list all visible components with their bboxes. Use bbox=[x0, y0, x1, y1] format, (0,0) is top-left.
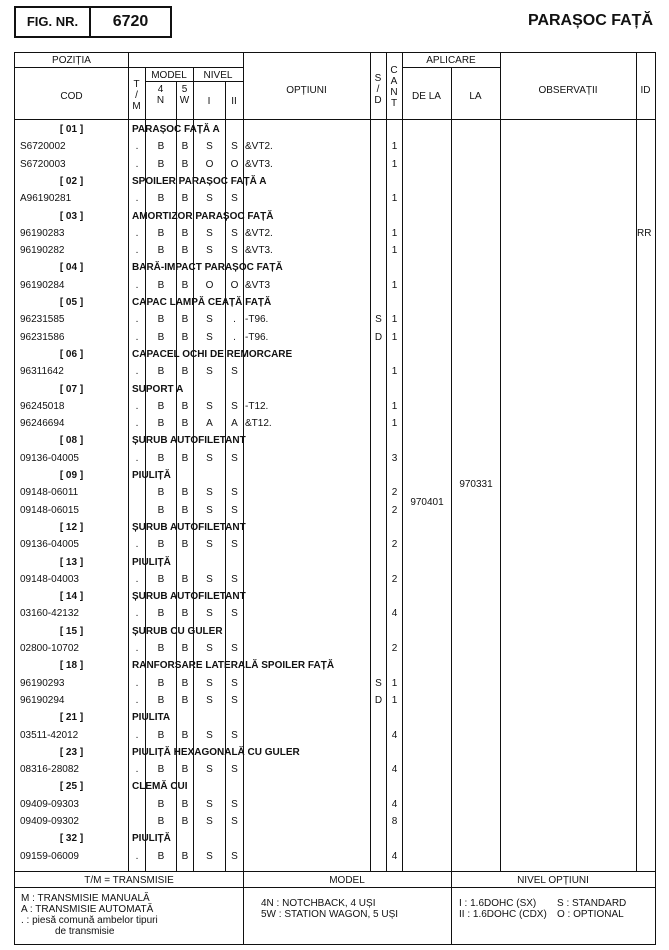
part-tm: . bbox=[135, 314, 139, 326]
part-code: 96245018 bbox=[20, 400, 65, 412]
part-m4: B bbox=[157, 193, 165, 205]
header-nivel: NIVEL bbox=[203, 70, 233, 81]
part-code: 09148-04003 bbox=[20, 573, 79, 585]
part-cant: 2 bbox=[391, 504, 398, 516]
part-n1: O bbox=[205, 158, 214, 170]
part-cant: 3 bbox=[391, 452, 398, 464]
figure-label: FIG. NR. bbox=[16, 8, 91, 36]
part-n2: O bbox=[230, 158, 239, 170]
group-name: CLEMĂ CUI bbox=[132, 781, 188, 793]
part-m4: B bbox=[157, 141, 165, 153]
group-name: ȘURUB AUTOFILETANT bbox=[132, 521, 246, 533]
part-cant: 1 bbox=[391, 158, 398, 170]
header-nivel-1: I bbox=[207, 96, 211, 107]
part-id: RR bbox=[637, 227, 652, 239]
part-m4: B bbox=[157, 694, 165, 706]
part-cant: 1 bbox=[391, 279, 398, 291]
part-cant: 4 bbox=[391, 608, 398, 620]
part-m5: B bbox=[181, 850, 189, 862]
part-code: 09136-04005 bbox=[20, 452, 79, 464]
part-tm: . bbox=[135, 643, 139, 654]
part-tm: . bbox=[135, 279, 139, 291]
part-tm: . bbox=[135, 331, 139, 343]
part-tm: . bbox=[135, 764, 139, 776]
group-name: SUPORT A bbox=[132, 383, 184, 395]
part-n2: S bbox=[231, 400, 238, 412]
part-code: 96190284 bbox=[20, 279, 65, 291]
page-title: PARAȘOC FAȚĂ bbox=[527, 12, 653, 29]
group-position: [ 18 ] bbox=[59, 660, 84, 672]
legend-nivel-line-2: II : 1.6DOHC (CDX) bbox=[459, 909, 547, 920]
part-opt: &VT3 bbox=[245, 279, 271, 291]
header-cant: C A N T bbox=[390, 65, 398, 109]
part-n2: S bbox=[231, 245, 238, 257]
part-m4: B bbox=[157, 279, 165, 291]
part-m5: B bbox=[181, 816, 189, 827]
group-position: [ 08 ] bbox=[59, 435, 84, 447]
part-code: 09148-06011 bbox=[20, 487, 79, 499]
part-m4: B bbox=[157, 677, 165, 689]
part-m5: B bbox=[181, 418, 189, 430]
part-code: 96231585 bbox=[20, 314, 65, 326]
part-n2: A bbox=[231, 418, 238, 430]
part-m5: B bbox=[181, 573, 189, 585]
part-m4: B bbox=[157, 400, 165, 412]
part-tm: . bbox=[135, 729, 139, 741]
group-position: [ 06 ] bbox=[59, 348, 84, 360]
legend-nivel-title: NIVEL OPȚIUNI bbox=[517, 875, 589, 886]
group-name: CAPAC LAMPĂ CEAȚĂ FAȚĂ bbox=[132, 297, 272, 308]
part-m5: B bbox=[181, 314, 189, 326]
part-m4: B bbox=[157, 573, 165, 585]
part-m5: B bbox=[181, 366, 189, 378]
header-tm: T / M bbox=[132, 79, 141, 112]
part-tm: . bbox=[135, 850, 139, 862]
group-position: [ 12 ] bbox=[59, 521, 84, 533]
part-cant: 1 bbox=[391, 694, 398, 706]
part-n2: S bbox=[231, 677, 238, 689]
part-cant: 1 bbox=[391, 677, 398, 689]
group-name: ȘURUB CU GULER bbox=[132, 625, 223, 637]
part-m5: B bbox=[181, 504, 189, 516]
part-n2: S bbox=[231, 141, 238, 153]
part-la: 970331 bbox=[459, 479, 493, 491]
part-code: 03160-42132 bbox=[20, 608, 79, 620]
group-name: ȘURUB AUTOFILETANT bbox=[132, 435, 246, 447]
part-cant: 1 bbox=[391, 331, 398, 343]
group-position: [ 02 ] bbox=[59, 175, 84, 187]
part-sd: S bbox=[375, 314, 382, 326]
part-cant: 4 bbox=[391, 798, 398, 810]
part-cant: 2 bbox=[391, 643, 398, 654]
part-tm: . bbox=[135, 366, 139, 378]
legend-tm-title: T/M = TRANSMISIE bbox=[84, 875, 174, 886]
part-m4: B bbox=[157, 331, 165, 343]
header-de-la: DE LA bbox=[412, 91, 441, 102]
part-m4: B bbox=[157, 643, 165, 654]
header-model: MODEL bbox=[151, 70, 187, 81]
part-cant: 1 bbox=[391, 400, 398, 412]
part-code: 96190294 bbox=[20, 694, 65, 706]
part-n2: S bbox=[231, 193, 238, 205]
group-name: PARAȘOC FAȚĂ A bbox=[132, 124, 220, 135]
part-m4: B bbox=[157, 608, 165, 620]
group-name: PIULIȚĂ bbox=[132, 556, 171, 568]
part-n1: S bbox=[206, 193, 213, 205]
part-tm: . bbox=[135, 193, 139, 205]
part-m5: B bbox=[181, 643, 189, 654]
part-opt: &VT3. bbox=[245, 245, 273, 257]
part-tm: . bbox=[135, 539, 139, 551]
group-position: [ 13 ] bbox=[59, 556, 84, 568]
group-position: [ 32 ] bbox=[59, 833, 84, 845]
part-opt: &T12. bbox=[245, 418, 272, 430]
part-m4: B bbox=[157, 314, 165, 326]
part-m4: B bbox=[157, 452, 165, 464]
part-n1: S bbox=[206, 400, 213, 412]
part-m5: B bbox=[181, 694, 189, 706]
part-m4: B bbox=[157, 245, 165, 257]
part-m5: B bbox=[181, 452, 189, 464]
group-name: SPOILER PARAȘOC FAȚĂ A bbox=[132, 175, 267, 187]
part-n2: S bbox=[231, 452, 238, 464]
part-n2: S bbox=[231, 643, 238, 654]
part-m5: B bbox=[181, 608, 189, 620]
part-cant: 4 bbox=[391, 850, 398, 862]
part-cant: 1 bbox=[391, 418, 398, 430]
part-m4: B bbox=[157, 418, 165, 430]
part-m5: B bbox=[181, 158, 189, 170]
part-cant: 1 bbox=[391, 245, 398, 257]
part-n1: S bbox=[206, 141, 213, 153]
group-position: [ 04 ] bbox=[59, 262, 84, 274]
legend-nivel-code-2: O : OPTIONAL bbox=[557, 909, 624, 920]
part-tm: . bbox=[135, 158, 139, 170]
header-sd: S / D bbox=[374, 73, 382, 106]
part-code: 96190283 bbox=[20, 227, 65, 239]
part-m5: B bbox=[181, 487, 189, 499]
part-dela: 970401 bbox=[410, 496, 444, 508]
part-cant: 1 bbox=[391, 141, 398, 153]
part-m4: B bbox=[157, 816, 165, 827]
part-opt: -T96. bbox=[245, 314, 269, 326]
part-n2: S bbox=[231, 608, 238, 620]
part-n2: S bbox=[231, 227, 238, 239]
part-m4: B bbox=[157, 227, 165, 239]
header-observatii: OBSERVAȚII bbox=[538, 85, 598, 96]
part-code: 03511-42012 bbox=[20, 729, 79, 741]
part-n2: . bbox=[233, 314, 236, 326]
header-pozitia: POZIȚIA bbox=[52, 55, 91, 66]
legend-nivel-code-1: S : STANDARD bbox=[557, 898, 627, 909]
group-position: [ 03 ] bbox=[59, 210, 84, 222]
part-cant: 8 bbox=[391, 816, 398, 827]
part-tm: . bbox=[135, 227, 139, 239]
group-name: PIULIȚĂ bbox=[132, 470, 171, 481]
part-code: A96190281 bbox=[20, 193, 72, 205]
part-m4: B bbox=[157, 539, 165, 551]
part-n2: . bbox=[233, 331, 236, 343]
group-name: PIULITA bbox=[132, 712, 171, 724]
part-n1: S bbox=[206, 643, 213, 654]
group-name: PIULIȚĂ bbox=[132, 833, 171, 845]
header-la: LA bbox=[469, 91, 482, 102]
header-model-5w: 5 W bbox=[179, 84, 190, 106]
part-code: 96246694 bbox=[20, 418, 65, 430]
legend-tm-line-1: M : TRANSMISIE MANUALĂ bbox=[21, 893, 150, 904]
part-opt: -T12. bbox=[245, 400, 269, 412]
part-n1: S bbox=[206, 245, 213, 257]
part-m4: B bbox=[157, 158, 165, 170]
legend-model-line-2: 5W : STATION WAGON, 5 UȘI bbox=[261, 909, 399, 920]
part-n1: S bbox=[206, 798, 213, 810]
group-name: CAPACEL OCHI DE REMORCARE bbox=[132, 348, 293, 360]
part-n1: S bbox=[206, 227, 213, 239]
part-n1: S bbox=[206, 573, 213, 585]
part-sd: S bbox=[375, 677, 382, 689]
part-cant: 1 bbox=[391, 314, 398, 326]
part-m5: B bbox=[181, 193, 189, 205]
part-opt: &VT2. bbox=[245, 141, 273, 153]
part-n1: S bbox=[206, 539, 213, 551]
part-tm: . bbox=[135, 452, 139, 464]
part-n2: S bbox=[231, 694, 238, 706]
part-opt: -T96. bbox=[245, 331, 269, 343]
part-n1: S bbox=[206, 487, 213, 499]
part-code: 02800-10702 bbox=[20, 643, 79, 654]
part-cant: 1 bbox=[391, 366, 398, 378]
part-n2: S bbox=[231, 729, 238, 741]
group-position: [ 05 ] bbox=[59, 297, 84, 308]
part-n2: S bbox=[231, 366, 238, 378]
part-n2: O bbox=[230, 279, 239, 291]
part-n1: S bbox=[206, 850, 213, 862]
legend-nivel-line-1: I : 1.6DOHC (SX) bbox=[459, 898, 537, 909]
part-n1: S bbox=[206, 314, 213, 326]
part-cant: 4 bbox=[391, 764, 398, 776]
part-n1: S bbox=[206, 504, 213, 516]
figure-number-box bbox=[14, 6, 172, 38]
part-n1: S bbox=[206, 331, 213, 343]
part-m4: B bbox=[157, 487, 165, 499]
part-code: 96231586 bbox=[20, 331, 65, 343]
part-n2: S bbox=[231, 816, 238, 827]
group-name: ȘURUB AUTOFILETANT bbox=[132, 591, 246, 603]
legend-model-title: MODEL bbox=[329, 875, 365, 886]
part-m4: B bbox=[157, 764, 165, 776]
group-name: BARĂ-IMPACT PARAȘOC FAȚĂ bbox=[132, 262, 283, 274]
part-n2: S bbox=[231, 573, 238, 585]
part-code: S6720003 bbox=[20, 158, 66, 170]
part-m5: B bbox=[181, 677, 189, 689]
header-cod: COD bbox=[60, 91, 83, 102]
parts-table bbox=[14, 52, 656, 945]
part-m4: B bbox=[157, 798, 165, 810]
part-code: 09159-06009 bbox=[20, 850, 79, 862]
header-nivel-2: II bbox=[231, 96, 237, 107]
part-cant: 2 bbox=[391, 539, 398, 551]
group-position: [ 23 ] bbox=[59, 746, 84, 758]
group-name: AMORTIZOR PARAȘOC FAȚĂ bbox=[132, 210, 274, 222]
group-position: [ 01 ] bbox=[59, 124, 84, 135]
part-m5: B bbox=[181, 227, 189, 239]
part-m4: B bbox=[157, 850, 165, 862]
part-sd: D bbox=[374, 694, 383, 706]
part-tm: . bbox=[135, 677, 139, 689]
group-position: [ 21 ] bbox=[59, 712, 84, 724]
part-cant: 2 bbox=[391, 487, 398, 499]
part-code: 09136-04005 bbox=[20, 539, 79, 551]
part-code: S6720002 bbox=[20, 141, 66, 153]
group-name: PIULIȚĂ HEXAGONALĂ CU GULER bbox=[132, 746, 300, 758]
header-model-4n: 4 N bbox=[156, 84, 165, 106]
part-n2: S bbox=[231, 539, 238, 551]
part-opt: &VT2. bbox=[245, 227, 273, 239]
part-n2: S bbox=[231, 504, 238, 516]
header-optiuni: OPȚIUNI bbox=[286, 85, 327, 96]
part-n1: S bbox=[206, 677, 213, 689]
figure-number: 6720 bbox=[112, 13, 149, 30]
part-m5: B bbox=[181, 400, 189, 412]
part-n2: S bbox=[231, 850, 238, 862]
part-tm: . bbox=[135, 573, 139, 585]
part-m5: B bbox=[181, 141, 189, 153]
part-m5: B bbox=[181, 764, 189, 776]
part-code: 08316-28082 bbox=[20, 764, 79, 776]
part-code: 96190282 bbox=[20, 245, 65, 257]
part-cant: 2 bbox=[391, 573, 398, 585]
part-cant: 1 bbox=[391, 193, 398, 205]
part-cant: 1 bbox=[391, 227, 398, 239]
legend-tm-line-3: . : piesă comună ambelor tipuri bbox=[21, 915, 158, 926]
header-id: ID bbox=[640, 85, 651, 96]
group-position: [ 07 ] bbox=[59, 383, 84, 395]
legend-model-line-1: 4N : NOTCHBACK, 4 UȘI bbox=[261, 898, 376, 909]
part-sd: D bbox=[374, 331, 383, 343]
part-n1: S bbox=[206, 694, 213, 706]
part-m5: B bbox=[181, 729, 189, 741]
part-n2: S bbox=[231, 487, 238, 499]
part-code: 09148-06015 bbox=[20, 504, 79, 516]
part-m5: B bbox=[181, 798, 189, 810]
part-n1: S bbox=[206, 366, 213, 378]
part-n2: S bbox=[231, 798, 238, 810]
part-tm: . bbox=[135, 694, 139, 706]
part-tm: . bbox=[135, 245, 139, 257]
part-m4: B bbox=[157, 366, 165, 378]
part-n1: S bbox=[206, 816, 213, 827]
part-tm: . bbox=[135, 141, 139, 153]
part-n2: S bbox=[231, 764, 238, 776]
part-m5: B bbox=[181, 279, 189, 291]
group-position: [ 14 ] bbox=[59, 591, 84, 603]
part-n1: S bbox=[206, 452, 213, 464]
part-m5: B bbox=[181, 331, 189, 343]
group-position: [ 09 ] bbox=[59, 470, 84, 481]
part-m4: B bbox=[157, 504, 165, 516]
group-position: [ 15 ] bbox=[59, 625, 84, 637]
part-m5: B bbox=[181, 539, 189, 551]
group-position: [ 25 ] bbox=[59, 781, 84, 793]
part-tm: . bbox=[135, 608, 139, 620]
part-m4: B bbox=[157, 729, 165, 741]
part-code: 96190293 bbox=[20, 677, 65, 689]
part-tm: . bbox=[135, 400, 139, 412]
part-code: 96311642 bbox=[20, 366, 64, 378]
part-n1: S bbox=[206, 764, 213, 776]
header-aplicare: APLICARE bbox=[426, 55, 476, 66]
part-opt: &VT3. bbox=[245, 158, 273, 170]
part-n1: A bbox=[206, 418, 213, 430]
part-cant: 4 bbox=[391, 729, 398, 741]
legend-tm-line-2: A : TRANSMISIE AUTOMATĂ bbox=[21, 904, 154, 915]
part-tm: . bbox=[135, 418, 139, 430]
group-name: RANFORSARE LATERALĂ SPOILER FAȚĂ bbox=[132, 660, 335, 672]
part-code: 09409-09303 bbox=[20, 798, 79, 810]
part-n1: S bbox=[206, 729, 213, 741]
legend-tm-line-4: de transmisie bbox=[55, 926, 115, 937]
part-n1: S bbox=[206, 608, 213, 620]
part-n1: O bbox=[205, 279, 214, 291]
part-m5: B bbox=[181, 245, 189, 257]
part-code: 09409-09302 bbox=[20, 816, 79, 827]
